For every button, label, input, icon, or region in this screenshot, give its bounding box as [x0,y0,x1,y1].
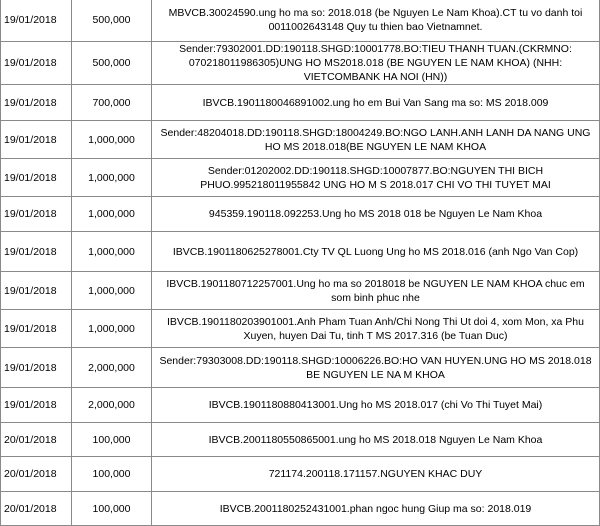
amount-cell: 100,000 [72,423,152,457]
table-row [1,388,600,423]
description-cell: IBVCB.2001180550865001.ung ho MS 2018.018 Nguyen Le Nam Khoa [152,423,600,457]
description-cell: 721174.200118.171157.NGUYEN KHAC DUY [152,457,600,492]
description-cell: Sender:01202002.DD:190118.SHGD:10007877.BO:NGUYEN THI BICH PHUO.995218011955842 UNG HO M S 2018.017 CHI VO THI TUYET MAI [152,159,600,197]
amount-cell: 2,000,000 [72,348,152,388]
description-cell: Sender:79303008.DD:190118.SHGD:10006226.BO:HO VAN HUYEN.UNG HO MS 2018.018 BE NGUYEN LE NA M KHOA [152,348,600,388]
table-row [1,42,600,85]
table-row [1,272,600,310]
description-cell: IBVCB.1901180046891002.ung ho em Bui Van Sang ma so: MS 2018.009 [152,85,600,121]
table-row [1,232,600,272]
date-cell: 19/01/2018 [1,310,72,348]
date-cell: 20/01/2018 [1,423,72,457]
date-cell: 19/01/2018 [1,0,72,42]
date-cell: 20/01/2018 [1,457,72,492]
date-cell: 19/01/2018 [1,159,72,197]
amount-cell: 100,000 [72,492,152,526]
amount-cell: 500,000 [72,0,152,42]
amount-cell: 1,000,000 [72,197,152,232]
amount-cell: 700,000 [72,85,152,121]
date-cell: 20/01/2018 [1,492,72,526]
ledger-body [1,0,600,526]
description-cell: IBVCB.2001180252431001.phan ngoc hung Giup ma so: 2018.019 [152,492,600,526]
date-cell: 19/01/2018 [1,232,72,272]
table-row [1,197,600,232]
date-cell: 19/01/2018 [1,272,72,310]
date-cell: 19/01/2018 [1,42,72,85]
table-row [1,85,600,121]
date-cell: 19/01/2018 [1,388,72,423]
date-cell: 19/01/2018 [1,197,72,232]
description-cell: IBVCB.1901180203901001.Anh Pham Tuan Anh/Chi Nong Thi Ut doi 4, xom Mon, xa Phu Xuyen, huyen Dai Tu, tinh T MS 2017.316 (be Tuan Duc) [152,310,600,348]
description-cell: Sender:48204018.DD:190118.SHGD:18004249.BO:NGO LANH.ANH LANH DA NANG UNG HO MS 2018.018(BE NGUYEN LE NAM KHOA [152,121,600,159]
description-cell: MBVCB.30024590.ung ho ma so: 2018.018 (be Nguyen Le Nam Khoa).CT tu vo danh toi 0011002643148 Quy tu thien bao Vietnamnet. [152,0,600,42]
amount-cell: 1,000,000 [72,159,152,197]
table-row [1,492,600,526]
table-row [1,121,600,159]
table-row [1,423,600,457]
table-row [1,0,600,42]
date-cell: 19/01/2018 [1,348,72,388]
amount-cell: 500,000 [72,42,152,85]
description-cell: IBVCB.1901180625278001.Cty TV QL Luong Ung ho MS 2018.016 (anh Ngo Van Cop) [152,232,600,272]
table-row [1,310,600,348]
description-cell: Sender:79302001.DD:190118.SHGD:10001778.BO:TIEU THANH TUAN.(CKRMNO: 070218011986305)UNG HO MS2018.018 (BE NGUYEN LE NAM KHOA) (NHH: VIETCOMBANK HA NOI (HN)) [152,42,600,85]
description-cell: IBVCB.1901180880413001.Ung ho MS 2018.017 (chi Vo Thi Tuyet Mai) [152,388,600,423]
amount-cell: 1,000,000 [72,272,152,310]
description-cell: 945359.190118.092253.Ung ho MS 2018 018 be Nguyen Le Nam Khoa [152,197,600,232]
date-cell: 19/01/2018 [1,121,72,159]
table-row [1,457,600,492]
amount-cell: 2,000,000 [72,388,152,423]
amount-cell: 1,000,000 [72,310,152,348]
description-cell: IBVCB.1901180712257001.Ung ho ma so 2018018 be NGUYEN LE NAM KHOA chuc em som binh phuc nhe [152,272,600,310]
amount-cell: 1,000,000 [72,232,152,272]
amount-cell: 1,000,000 [72,121,152,159]
table-row [1,159,600,197]
amount-cell: 100,000 [72,457,152,492]
date-cell: 19/01/2018 [1,85,72,121]
table-row [1,348,600,388]
